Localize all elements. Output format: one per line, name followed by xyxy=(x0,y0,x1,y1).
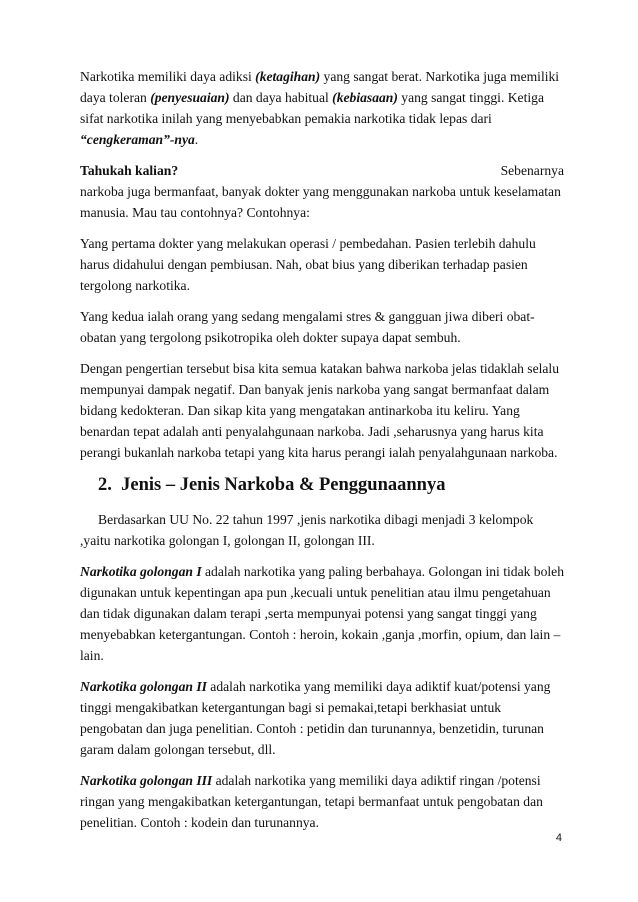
golongan-2-text: adalah narkotika yang memiliki daya adiktif kuat/potensi yang tinggi mengakibatkan ketergantungan bagi si pemakai,tetapi berkhasiat untuk pengobatan dan juga penelitian. Contoh : petidin dan turunannya, benzetidin, turunan garam dalam golongan tersebut, dll. xyxy=(80,679,551,757)
text-run: Narkotika memiliki daya adiksi xyxy=(80,69,256,84)
text-run: . xyxy=(194,132,199,147)
paragraph-adiksi xyxy=(80,66,564,150)
text-run: yang sangat berat. Narkotika juga memiliki daya toleran xyxy=(80,69,560,105)
paragraph-operasi: Yang pertama dokter yang melakukan operasi / pembedahan. Pasien terlebih dahulu harus didahului dengan pembiusan. Nah, obat bius yang diberikan terhadap pasien tergolong narkotika. xyxy=(80,236,536,293)
paragraph-golongan-1 xyxy=(80,561,564,666)
paragraph-golongan-2 xyxy=(80,676,564,760)
term-ketagihan: (ketagihan) xyxy=(255,69,321,84)
term-cengkeraman: “cengkeraman”-nya xyxy=(80,132,195,147)
paragraph-uu: Berdasarkan UU No. 22 tahun 1997 ,jenis narkotika dibagi menjadi 3 kelompok ,yaitu narkotika golongan I, golongan II, golongan III. xyxy=(80,512,534,548)
text-run: dan daya habitual xyxy=(229,90,333,105)
sebenarnya-word: Sebenarnya xyxy=(500,163,564,178)
golongan-3-label: Narkotika golongan III xyxy=(80,773,213,788)
tahukah-text: narkoba juga bermanfaat, banyak dokter yang menggunakan narkoba untuk keselamatan manusia. Mau tau contohnya? Contohnya: xyxy=(80,184,561,220)
section-number: 2. xyxy=(98,475,112,495)
tahukah-heading: Tahukah kalian? xyxy=(80,163,179,178)
text-run: yang sangat tinggi. Ketiga sifat narkotika inilah yang menyebabkan pemakia narkotika tidak lepas dari xyxy=(80,90,544,126)
paragraph-pengertian: Dengan pengertian tersebut bisa kita semua katakan bahwa narkoba jelas tidaklah selalu mempunyai dampak negatif. Dan banyak jenis narkoba yang sangat bermanfaat dalam bidang kedokteran. Dan sikap kita yang mengatakan antinarkoba itu keliru. Yang benardan tepat adalah anti penyalahgunaan narkoba. Jadi ,seharusnya yang harus kita perangi bukanlah narkoba tetapi yang kita harus perangi ialah penyalahgunaan narkoba. xyxy=(80,361,560,460)
paragraph-golongan-3 xyxy=(80,770,564,833)
golongan-1-label: Narkotika golongan I xyxy=(80,564,202,579)
page-number: 4 xyxy=(555,832,562,844)
golongan-2-label: Narkotika golongan II xyxy=(80,679,207,694)
term-kebiasaan: (kebiasaan) xyxy=(332,90,398,105)
section-heading xyxy=(98,473,564,497)
paragraph-stres: Yang kedua ialah orang yang sedang mengalami stres & gangguan jiwa diberi obat-obatan yang tergolong psikotropika oleh dokter supaya dapat sembuh. xyxy=(80,309,535,345)
tahukah-row xyxy=(80,160,564,181)
section-title: Jenis – Jenis Narkoba & Penggunaannya xyxy=(121,475,446,495)
document-page xyxy=(80,66,564,843)
paragraph-tahukah xyxy=(80,160,564,223)
golongan-3-text: adalah narkotika yang memiliki daya adiktif ringan /potensi ringan yang mengakibatkan ketergantungan, tetapi bermanfaat untuk pengobatan dan penelitian. Contoh : kodein dan turunannya. xyxy=(80,773,543,830)
term-penyesuaian: (penyesuaian) xyxy=(150,90,230,105)
golongan-1-text: adalah narkotika yang paling berbahaya. Golongan ini tidak boleh digunakan untuk kepentingan apa pun ,kecuali untuk penelitian atau ilmu pengetahuan dan tidak digunakan dalam terapi ,serta mempunyai potensi yang sangat tinggi yang menyebabkan ketergantungan. Contoh : heroin, kokain ,ganja ,morfin, opium, dan lain – lain. xyxy=(80,564,565,663)
